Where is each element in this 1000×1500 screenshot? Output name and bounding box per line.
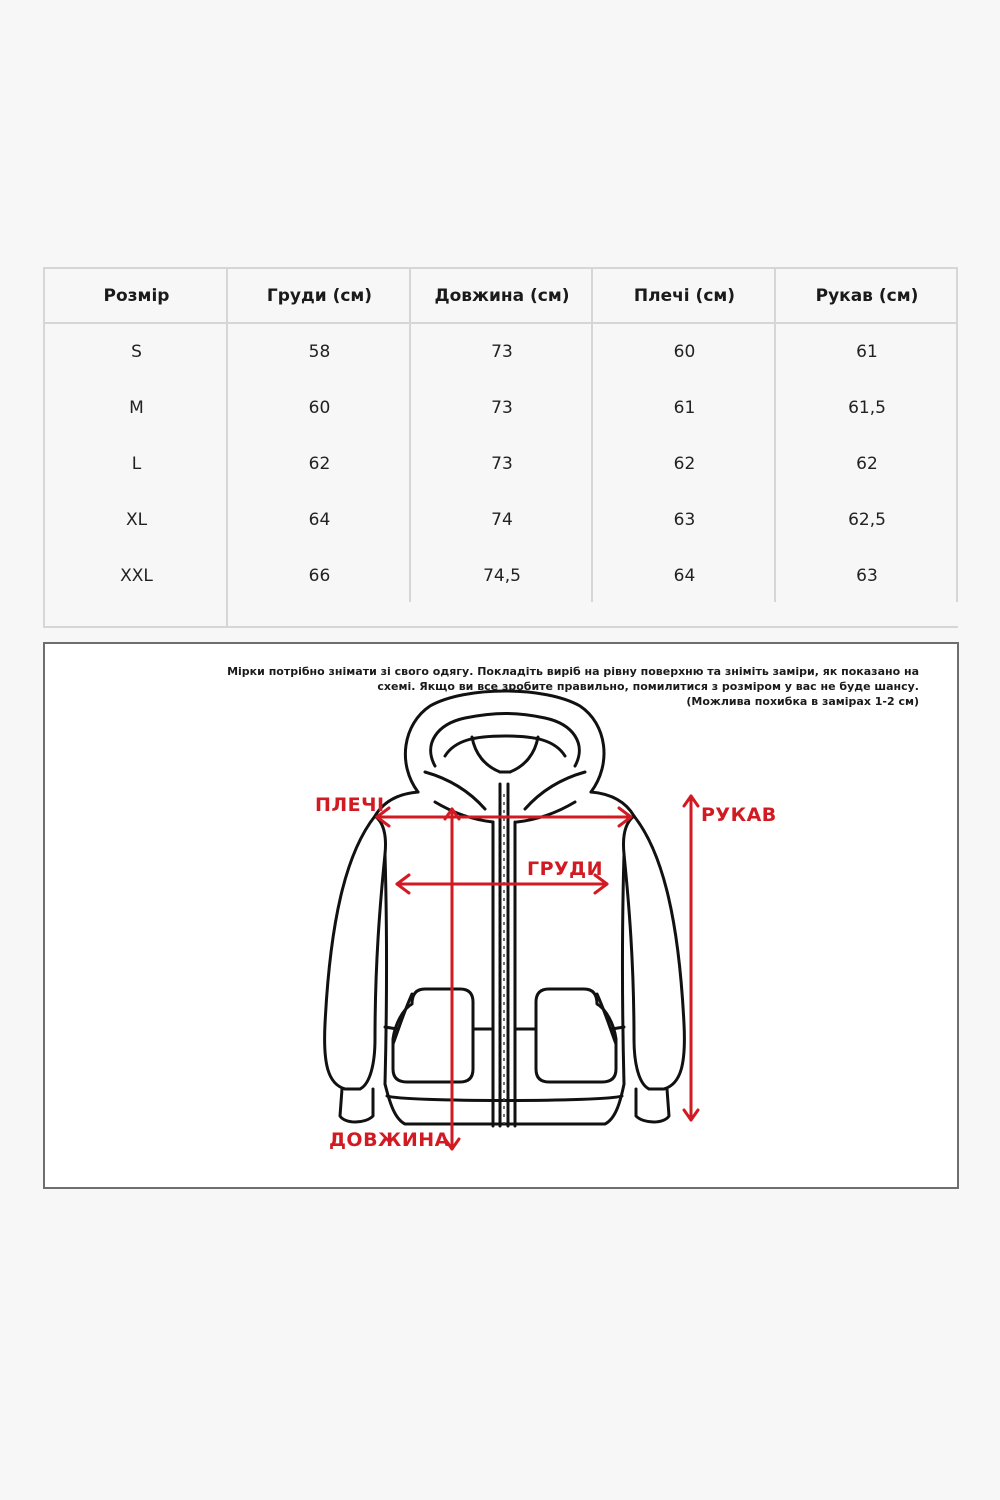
cell-chest: 64 — [308, 510, 331, 530]
body-right-side — [623, 854, 625, 1084]
label-chest: ГРУДИ — [527, 858, 604, 880]
header-length: Довжина (см) — [434, 285, 570, 306]
right-cuff — [636, 1089, 669, 1122]
pocket-left-tab — [385, 1027, 397, 1029]
hood-lining-right — [510, 737, 538, 772]
instructions-line: схемі. Якщо ви все зробите правильно, помилитися з розміром у вас не буде шансу. — [377, 680, 919, 693]
hood-fold-right — [525, 772, 585, 809]
table-body — [45, 324, 958, 604]
cell-chest: 62 — [308, 454, 331, 474]
cell-length: 73 — [491, 342, 513, 362]
cell-shoulders: 64 — [673, 566, 696, 586]
left-cuff — [340, 1089, 373, 1122]
cell-shoulders: 63 — [673, 510, 696, 530]
header-size: Розмір — [103, 285, 170, 306]
cell-size: L — [131, 454, 142, 474]
header-sleeve: Рукав (см) — [815, 285, 919, 306]
hood-lining-left — [472, 737, 500, 772]
table-row — [45, 492, 958, 548]
instructions-line: Мірки потрібно знімати зі свого одягу. Покладіть виріб на рівну поверхню та зніміть заміри, як показано на — [227, 665, 919, 678]
cell-sleeve: 62,5 — [848, 510, 886, 530]
cell-sleeve: 63 — [856, 566, 878, 586]
right-sleeve — [623, 816, 684, 1089]
table-header-row — [45, 269, 958, 324]
pocket-right-tab — [612, 1027, 624, 1029]
cell-shoulders: 62 — [673, 454, 696, 474]
collar-right — [517, 802, 575, 822]
body-left-side — [385, 854, 387, 1084]
instructions-line: (Можлива похибка в замірах 1-2 см) — [686, 695, 919, 708]
header-shoulders: Плечі (см) — [633, 285, 736, 306]
cell-sleeve: 61,5 — [848, 398, 886, 418]
cell-size: S — [131, 342, 142, 362]
pocket-left-opening — [393, 994, 412, 1044]
measurement-diagram — [43, 642, 959, 1189]
cell-length: 73 — [491, 398, 513, 418]
label-shoulders: ПЛЕЧІ — [315, 794, 385, 816]
cell-length: 74 — [491, 510, 513, 530]
table-row — [45, 436, 958, 492]
table-row — [45, 380, 958, 436]
cell-chest: 66 — [308, 566, 331, 586]
header-chest: Груди (см) — [266, 285, 373, 306]
pocket-right-opening — [597, 994, 616, 1044]
size-chart-table — [43, 267, 958, 628]
pocket-right — [536, 989, 616, 1082]
cell-length: 74,5 — [483, 566, 521, 586]
cell-chest: 58 — [308, 342, 331, 362]
shoulder-right — [591, 792, 634, 816]
cell-shoulders: 61 — [673, 398, 696, 418]
table-row — [45, 548, 958, 604]
cell-shoulders: 60 — [673, 342, 696, 362]
cell-sleeve: 61 — [856, 342, 878, 362]
cell-sleeve: 62 — [856, 454, 878, 474]
cell-size: M — [129, 398, 144, 418]
cell-size: XL — [125, 510, 148, 530]
cell-size: XXL — [120, 566, 153, 586]
left-sleeve — [325, 816, 386, 1089]
label-sleeve: РУКАВ — [701, 804, 777, 826]
hoodie-illustration — [45, 644, 957, 1187]
label-length: ДОВЖИНА — [329, 1129, 450, 1151]
pocket-left — [393, 989, 473, 1082]
measurement-arrows — [377, 796, 698, 1149]
hood-fold-left — [425, 772, 485, 809]
cell-length: 73 — [491, 454, 513, 474]
table-row — [45, 324, 958, 380]
hood-inner — [445, 736, 565, 756]
hood-inner-rim — [431, 714, 580, 767]
cell-chest: 60 — [308, 398, 331, 418]
